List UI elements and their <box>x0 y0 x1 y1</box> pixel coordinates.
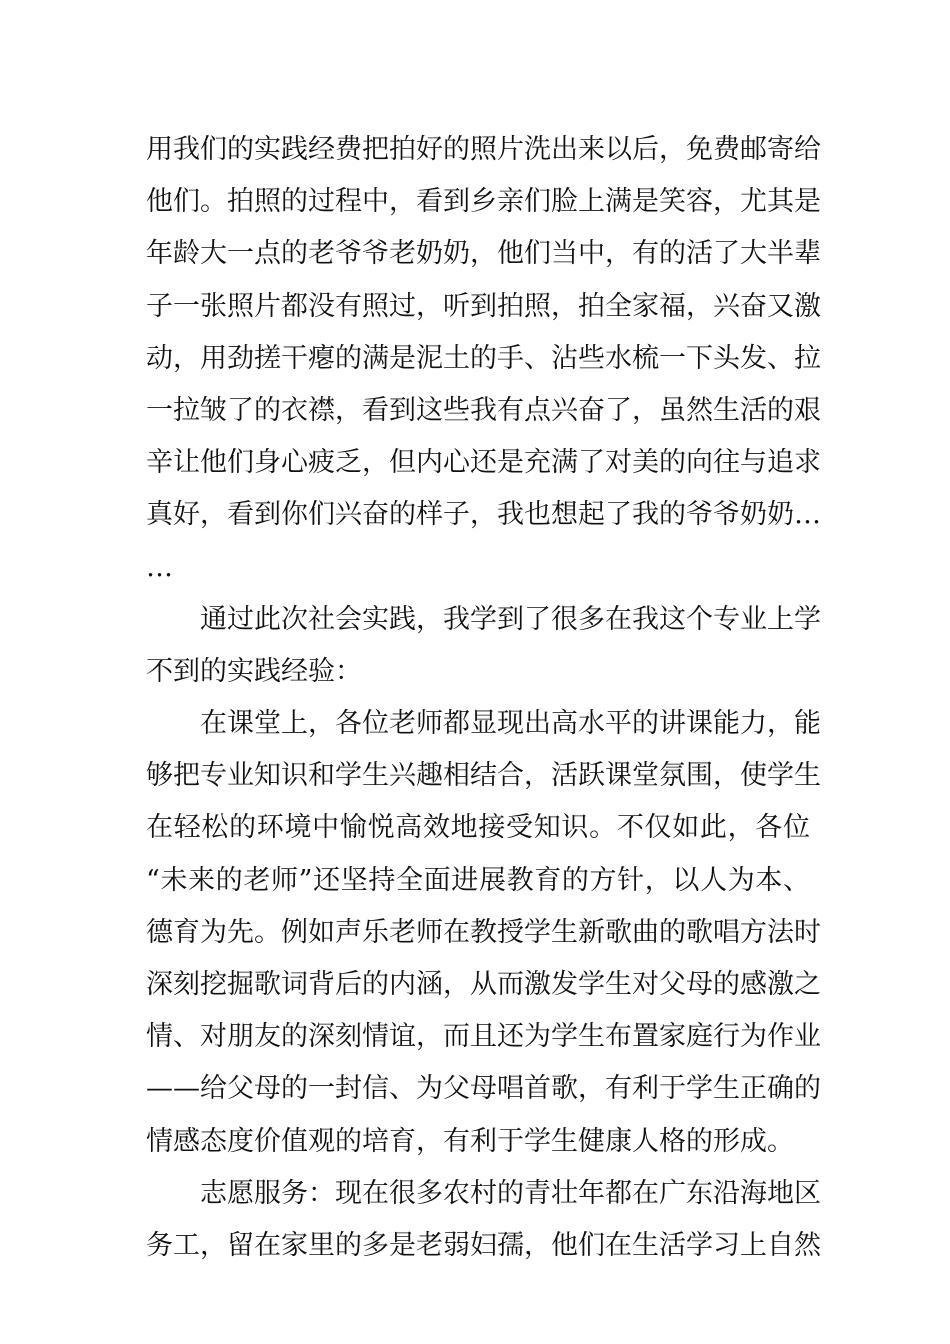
text-line: “未来的老师”还坚持全面进展教育的方针，以人为本、 <box>146 864 810 896</box>
text-line: 他们。拍照的过程中，看到乡亲们脸上满是笑容，尤其是 <box>146 186 821 218</box>
body-text <box>146 124 821 1272</box>
text-line: 动，用劲搓干瘪的满是泥土的手、沾些水梳一下头发、拉 <box>146 342 821 374</box>
text-line: 在轻松的环境中愉悦高效地接受知识。不仅如此，各位 <box>146 812 810 844</box>
text-line: 用我们的实践经费把拍好的照片洗出来以后，免费邮寄给 <box>146 134 821 165</box>
paragraph-first-line: 通过此次社会实践，我学到了很多在我这个专业上学 <box>200 603 821 635</box>
text-line: 辛让他们身心疲乏，但内心还是充满了对美的向往与追求 <box>146 447 821 479</box>
text-line: 深刻挖掘歌词背后的内涵，从而激发学生对父母的感激之 <box>146 969 821 1000</box>
text-line: ——给父母的一封信、为父母唱首歌，有利于学生正确的 <box>146 1073 821 1105</box>
paragraph-first-line: 在课堂上，各位老师都显现出高水平的讲课能力，能 <box>200 708 821 740</box>
text-line: … <box>146 551 173 583</box>
paragraph-first-line: 志愿服务：现在很多农村的青壮年都在广东沿海地区 <box>200 1177 821 1209</box>
text-line: 子一张照片都没有照过，听到拍照，拍全家福，兴奋又激 <box>146 290 821 322</box>
text-line: 务工，留在家里的多是老弱妇孺，他们在生活学习上自然 <box>146 1229 821 1261</box>
text-line: 一拉皱了的衣襟，看到这些我有点兴奋了，虽然生活的艰 <box>146 394 821 426</box>
text-line: 情、对朋友的深刻情谊，而且还为学生布置家庭行为作业 <box>146 1021 821 1053</box>
text-line: 年龄大一点的老爷爷老奶奶，他们当中，有的活了大半辈 <box>146 238 821 270</box>
text-line: 德育为先。例如声乐老师在教授学生新歌曲的歌唱方法时 <box>146 916 821 948</box>
text-line: 够把专业知识和学生兴趣相结合，活跃课堂氛围，使学生 <box>146 760 821 792</box>
text-line: 真好，看到你们兴奋的样子，我也想起了我的爷爷奶奶… <box>146 499 821 531</box>
text-line: 情感态度价值观的培育，有利于学生健康人格的形成。 <box>146 1125 794 1157</box>
text-line: 不到的实践经验： <box>146 655 362 687</box>
